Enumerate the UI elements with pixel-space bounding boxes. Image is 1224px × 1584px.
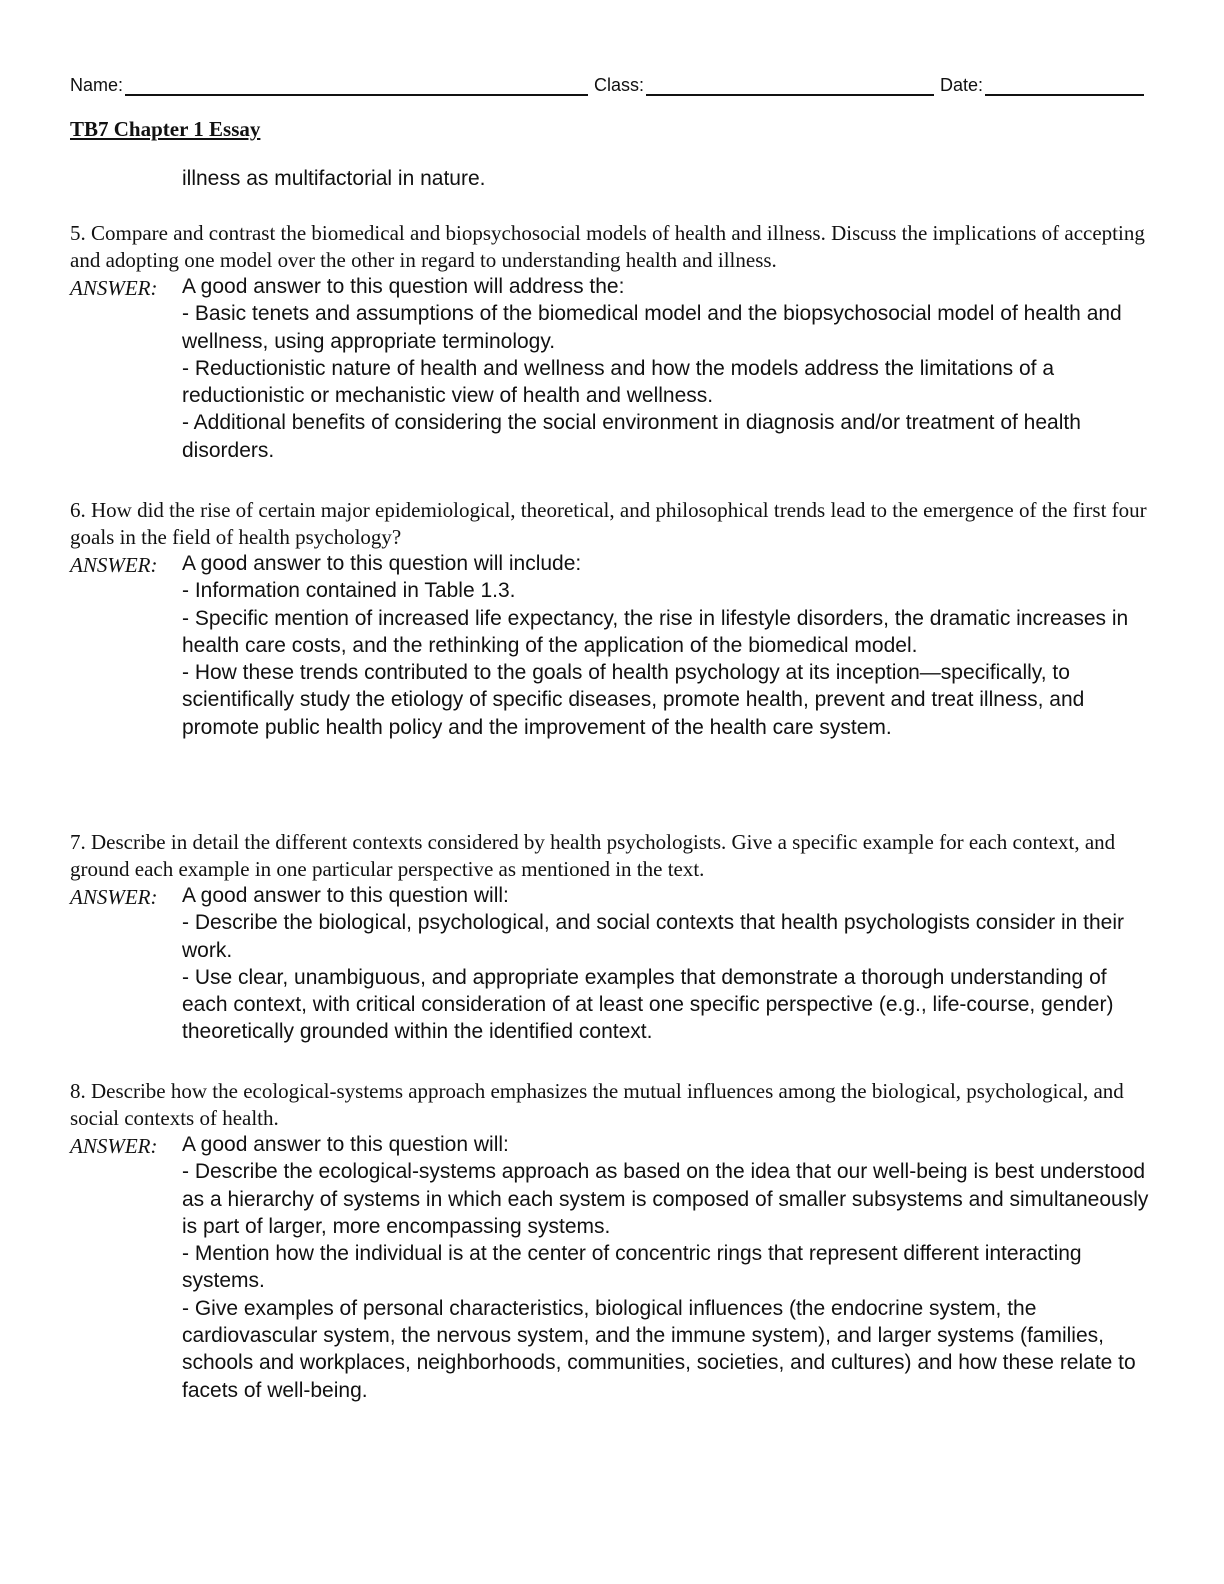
answer-intro: A good answer to this question will address the: <box>182 275 625 298</box>
class-label: Class: <box>594 75 645 95</box>
date-line[interactable] <box>985 74 1144 96</box>
answer-body <box>182 1131 1150 1404</box>
question-8 <box>70 1078 1150 1404</box>
answer-bullet: - Basic tenets and assumptions of the biomedical model and the biopsychosocial model of health and wellness, using appropriate terminology. <box>182 302 1122 353</box>
answer-bullet: - Give examples of personal characteristics, biological influences (the endocrine system, the cardiovascular system, the nervous system, and the immune system), and larger systems (families, schools and workplaces, neighborhoods, communities, societies, and cultures) and how these relate to facets of well-being. <box>182 1296 1136 1402</box>
answer-body <box>182 550 1150 741</box>
name-field[interactable] <box>70 72 588 96</box>
answer-bullet: - Specific mention of increased life expectancy, the rise in lifestyle disorders, the dramatic increases in health care costs, and the rethinking of the application of the biomedical model. <box>182 606 1129 657</box>
question-6 <box>70 497 1150 741</box>
question-7 <box>70 829 1150 1046</box>
answer-bullet: - Reductionistic nature of health and wellness and how the models address the limitations of a reductionistic or mechanistic view of health and wellness. <box>182 356 1054 408</box>
question-text: 8. Describe how the ecological-systems approach emphasizes the mutual influences among the biological, psychological, and social contexts of health. <box>70 1079 1124 1130</box>
answer-body <box>182 882 1150 1046</box>
answer-bullet: - Information contained in Table 1.3. <box>182 579 516 603</box>
answer-label: ANSWER: <box>70 885 158 909</box>
answer-block <box>70 550 1150 741</box>
name-line[interactable] <box>125 74 588 96</box>
answer-bullet: - Additional benefits of considering the social environment in diagnosis and/or treatment of health disorders. <box>182 411 1081 462</box>
answer-bullet: - Describe the biological, psychological, and social contexts that health psychologists consider in their work. <box>182 911 1125 962</box>
header-fields <box>70 72 1144 98</box>
answer-body <box>182 273 1150 464</box>
answer-intro: A good answer to this question will: <box>182 884 509 907</box>
class-field[interactable] <box>594 72 934 96</box>
answer-label: ANSWER: <box>70 276 158 300</box>
page-title: TB7 Chapter 1 Essay <box>70 117 261 141</box>
answer-bullet: - Describe the ecological-systems approach as based on the idea that our well-being is best understood as a hierarchy of systems in which each system is composed of smaller subsystems and simultaneously is part of larger, more encompassing systems. <box>182 1160 1149 1238</box>
date-field[interactable] <box>940 72 1144 96</box>
name-label: Name: <box>70 75 124 95</box>
class-line[interactable] <box>646 74 934 96</box>
date-label: Date: <box>940 75 984 95</box>
answer-label: ANSWER: <box>70 1134 158 1158</box>
answer-bullet: - Mention how the individual is at the center of concentric rings that represent different interacting systems. <box>182 1242 1082 1293</box>
answer-bullet: - Use clear, unambiguous, and appropriate examples that demonstrate a thorough understanding of each context, with critical consideration of at least one specific perspective (e.g., life-course, gender) theoretically grounded within the identified context. <box>182 965 1114 1044</box>
answer-intro: A good answer to this question will: <box>182 1133 509 1156</box>
question-text: 7. Describe in detail the different contexts considered by health psychologists. Give a specific example for each context, and ground each example in one particular perspective as mentioned in the text. <box>70 830 1116 881</box>
question-5 <box>70 220 1150 464</box>
answer-bullet: - How these trends contributed to the goals of health psychology at its inception—specifically, to scientifically study the etiology of specific diseases, promote health, prevent and treat illness, and promote public health policy and the improvement of the health care system. <box>182 661 1085 739</box>
answer-block <box>70 882 1150 1046</box>
answer-label: ANSWER: <box>70 553 158 577</box>
answer-intro: A good answer to this question will include: <box>182 552 582 575</box>
continuation-text: illness as multifactorial in nature. <box>182 167 486 190</box>
question-text: 6. How did the rise of certain major epidemiological, theoretical, and philosophical trends lead to the emergence of the first four goals in the field of health psychology? <box>70 498 1147 549</box>
answer-block <box>70 1131 1150 1404</box>
answer-block <box>70 273 1150 464</box>
question-text: 5. Compare and contrast the biomedical and biopsychosocial models of health and illness. Discuss the implications of accepting and adopting one model over the other in regard to understanding health and illness. <box>70 221 1145 272</box>
